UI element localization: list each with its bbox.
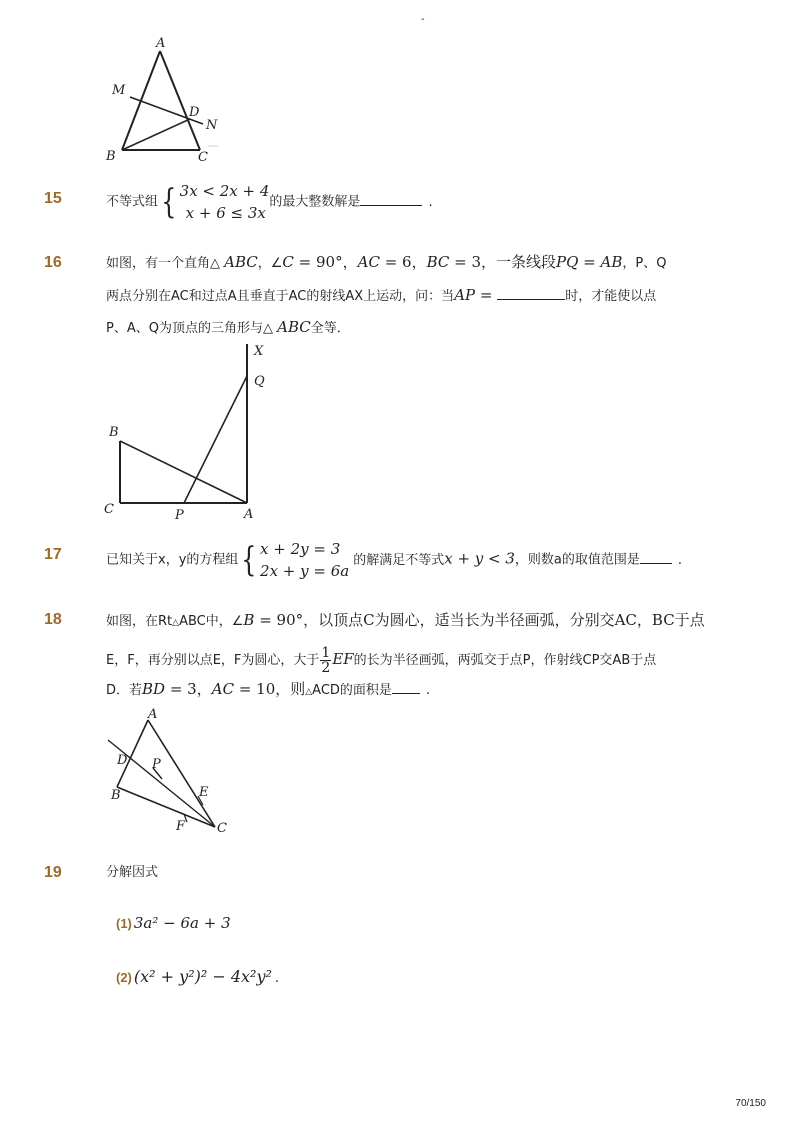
triangle-figure-mn (100, 34, 230, 164)
angle-bisector-figure (100, 705, 240, 840)
question-16-line-3: P、A、Q为顶点的三角形与△ ABC全等． (106, 318, 350, 336)
fig18-label-c: C (217, 821, 227, 836)
fig18-label-a: A (148, 707, 158, 722)
fig16-label-q: Q (254, 374, 265, 389)
fig16-label-x: X (254, 344, 264, 359)
fig18-label-d: D (117, 753, 128, 768)
fig14-label-n: N (206, 118, 218, 133)
fig14-label-m: M (112, 83, 126, 98)
page-number: 70/150 (735, 1098, 766, 1109)
fig16-label-p: P (175, 508, 184, 523)
question-number-17: 17 (44, 546, 62, 563)
question-18-line-3: D．若BD = 3，AC = 10，则△ACD的面积是 . (106, 680, 431, 698)
q19-expression-2: (x² + y²)² − 4x²y² (133, 967, 272, 986)
q15-system: { 3x < 2x + 4 x + 6 ≤ 3x (161, 182, 270, 222)
q17-system: { x + 2y = 3 2x + y = 6a (241, 540, 350, 580)
fig16-label-c: C (104, 502, 114, 517)
q17-line1: x + 2y = 3 (260, 540, 341, 558)
question-number-15: 15 (44, 190, 62, 207)
q15-end: . (428, 194, 433, 210)
fig14-label-a: A (156, 36, 166, 51)
q17-answer-blank (640, 551, 672, 564)
q19-expression-1: 3a² − 6a + 3 (133, 914, 231, 932)
q16-answer-blank (497, 287, 565, 300)
question-15-text (106, 180, 433, 224)
q17-line2: 2x + y = 6a (260, 562, 350, 580)
question-16-line-1: 如图，有一个直角△ ABC，∠C = 90°，AC = 6，BC = 3，一条线段PQ = AB，P、Q (106, 253, 667, 271)
header-mark: - (421, 14, 425, 25)
q15-prefix: 不等式组 (106, 194, 159, 210)
question-17-text: 已知关于x，y的方程组{ x + 2y = 3 2x + y = 6a 的解满足不等式x + y < 3，则数a的取值范围是 . (106, 540, 683, 580)
q15-line1: 3x < 2x + 4 (179, 182, 270, 200)
fig16-label-b: B (109, 425, 119, 440)
question-number-18: 18 (44, 611, 62, 628)
fig14-label-c: C (198, 150, 208, 164)
q15-answer-blank (360, 193, 422, 206)
question-18-line-1: 如图，在Rt△ABC中，∠B = 90°，以顶点C为圆心，适当长为半径画弧，分别交AC，BC于点 (106, 611, 705, 629)
fraction-one-half: $\frac{1}{2}$ (321, 645, 331, 676)
question-18-line-2: E，F，再分别以点E，F为圆心，大于 $\frac{1}{2}$ EF的长为半径画弧，两弧交于点P，作射线CP交AB于点 (106, 645, 657, 676)
question-number-16: 16 (44, 254, 62, 271)
q17-inequality: x + y < 3 (444, 549, 515, 568)
q15-suffix: 的最大整数解是 (269, 194, 361, 210)
question-16-line-2: 两点分别在AC和过点A且垂直于AC的射线AX上运动，问：当AP = 时，才能使以点 (106, 286, 657, 304)
fig18-label-e: E (199, 785, 209, 800)
question-19-part-2: (2) (x² + y²)² − 4x²y² . (116, 967, 280, 986)
fig18-label-f: F (176, 819, 186, 834)
fig18-label-b: B (111, 788, 121, 803)
question-number-19: 19 (44, 864, 62, 881)
fig16-label-a: A (244, 507, 254, 522)
fig18-label-p: P (152, 757, 161, 772)
q15-line2: x + 6 ≤ 3x (185, 204, 266, 222)
q18-answer-blank (392, 681, 420, 694)
fig14-label-b: B (106, 149, 116, 164)
fig14-label-d: D (189, 105, 200, 120)
question-19-part-1: (1) 3a² − 6a + 3 (116, 914, 231, 932)
question-19-title: 分解因式 (106, 865, 159, 880)
right-triangle-pq-figure (100, 338, 290, 523)
